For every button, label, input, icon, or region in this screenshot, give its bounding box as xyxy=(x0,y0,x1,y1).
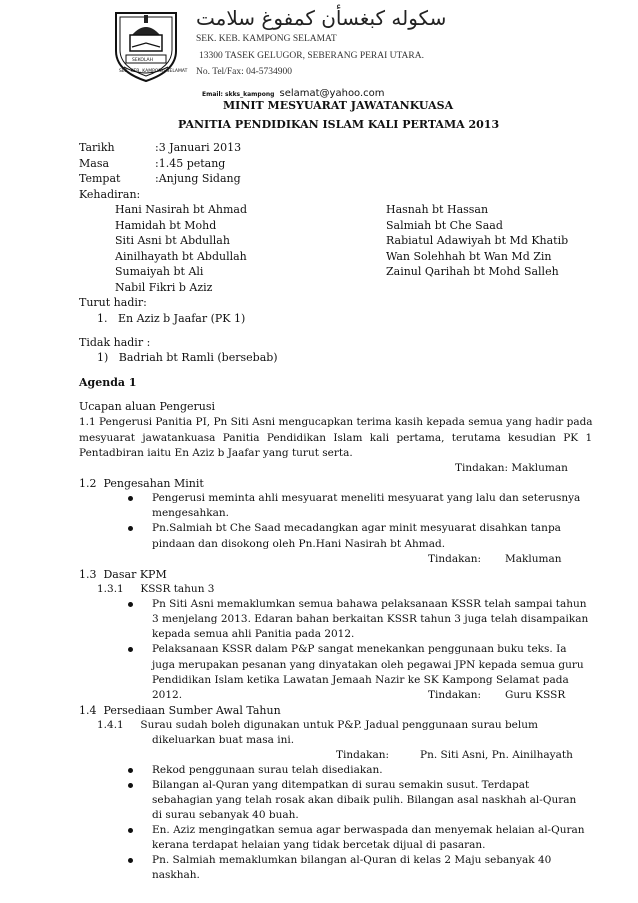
attendee: Salmiah bt Che Saad xyxy=(386,219,503,232)
paragraph-line: Pentadbiran iaitu En Aziz b Jaafar yang turut serta. xyxy=(79,447,353,459)
bullet-icon xyxy=(128,647,133,652)
section-heading: 1.3 Dasar KPM xyxy=(79,568,167,581)
meta-value-place: :Anjung Sidang xyxy=(155,172,241,185)
subsection-heading: 1.4.1 Surau sudah boleh digunakan untuk P&P. Jadual penggunaan surau belum xyxy=(97,719,538,731)
page-title-line-1: MINIT MESYUARAT JAWATANKUASA xyxy=(223,99,454,112)
attendee: Wan Solehhah bt Wan Md Zin xyxy=(386,250,552,263)
bullet-text: Pengerusi meminta ahli mesyuarat meneliti mesyuarat yang lalu dan seterusnya xyxy=(152,492,581,504)
bullet-icon xyxy=(128,602,133,607)
meta-label-date: Tarikh xyxy=(79,141,115,154)
tindakan-label: Tindakan: xyxy=(428,553,482,565)
bullet-text: Pn.Salmiah bt Che Saad mecadangkan agar minit mesyuarat disahkan tanpa xyxy=(152,522,561,534)
bullet-text: mengesahkan. xyxy=(152,507,230,519)
meta-value-time: :1.45 petang xyxy=(155,157,226,170)
tindakan-value: Pn. Siti Asni, Pn. Ainilhayath xyxy=(420,749,573,761)
meta-label-place: Tempat xyxy=(79,172,121,185)
bullet-text: Pn. Salmiah memaklumkan bilangan al-Quran di kelas 2 Maju sebanyak 40 xyxy=(152,854,552,866)
bullet-text: kerana terdapat helaian yang tidak bercetak dijual di pasaran. xyxy=(152,839,486,851)
paragraph-line: mesyuarat jawatankuasa Panitia Pendidikan Islam kali pertama, terutama kesudian PK 1 xyxy=(79,432,593,444)
bullet-text: 3 menjelang 2013. Edaran bahan berkaitan KSSR tahun 3 juga telah disampaikan xyxy=(152,613,589,625)
school-phone: No. Tel/Fax: 04-5734900 xyxy=(196,67,293,77)
bullet-text: juga merupakan pesanan yang dinyatakan oleh pegawai JPN kepada semua guru xyxy=(152,659,584,671)
attendee: Rabiatul Adawiyah bt Md Khatib xyxy=(386,234,569,247)
bullet-text: naskhah. xyxy=(152,869,200,881)
tindakan-value: Makluman xyxy=(505,553,562,565)
logo-top-text: SEKOLAH xyxy=(132,58,154,63)
turut-hadir-item: 1. En Aziz b Jaafar (PK 1) xyxy=(97,312,246,325)
meta-label-time: Masa xyxy=(79,157,110,170)
tindakan-value: Guru KSSR xyxy=(505,689,566,701)
bullet-text: En. Aziz mengingatkan semua agar berwaspada dan menyemak helaian al-Quran xyxy=(152,824,585,836)
logo-bottom-text: SEK. KEB. KAMPONG SELAMAT xyxy=(119,69,188,74)
subsection-text: dikeluarkan buat masa ini. xyxy=(152,734,295,746)
bullet-text: Pelaksanaan KSSR dalam P&P sangat menekankan penggunaan buku teks. Ia xyxy=(152,643,567,655)
turut-hadir-heading: Turut hadir: xyxy=(79,296,147,309)
bullet-icon xyxy=(128,496,133,501)
bullet-text: Pendidikan Islam ketika Lawatan Jemaah Nazir ke SK Kampong Selamat pada xyxy=(152,674,569,686)
subsection-heading: 1.3.1 KSSR tahun 3 xyxy=(97,583,215,595)
agenda-heading: Agenda 1 xyxy=(79,376,137,389)
paragraph-line: 1.1 Pengerusi Panitia PI, Pn Siti Asni mengucapkan terima kasih kepada semua yang hadir pada xyxy=(79,416,593,428)
tidak-hadir-heading: Tidak hadir : xyxy=(79,336,151,349)
attendee: Hasnah bt Hassan xyxy=(386,203,489,216)
attendee: Siti Asni bt Abdullah xyxy=(115,234,230,247)
section-heading: 1.4 Persediaan Sumber Awal Tahun xyxy=(79,704,281,717)
bullet-icon xyxy=(128,858,133,863)
attendee: Ainilhayath bt Abdullah xyxy=(115,250,247,263)
bullet-text: kepada semua ahli Panitia pada 2012. xyxy=(152,628,355,640)
bullet-text: Rekod penggunaan surau telah disediakan. xyxy=(152,764,383,776)
bullet-icon xyxy=(128,783,133,788)
bullet-text: di surau sebanyak 40 buah. xyxy=(152,809,299,821)
bullet-text: Pn Siti Asni memaklumkan semua bahawa pelaksanaan KSSR telah sampai tahun xyxy=(152,598,587,610)
tindakan-label: Tindakan: Makluman xyxy=(455,462,568,474)
tidak-hadir-item: 1) Badriah bt Ramli (bersebab) xyxy=(97,351,278,364)
attendee: Hamidah bt Mohd xyxy=(115,219,217,232)
bullet-icon xyxy=(128,768,133,773)
bullet-text: pindaan dan disokong oleh Pn.Hani Nasirah bt Ahmad. xyxy=(152,538,446,550)
bullet-text: 2012. xyxy=(152,689,183,701)
attendee: Sumaiyah bt Ali xyxy=(115,265,204,278)
page-title-line-2: PANITIA PENDIDIKAN ISLAM KALI PERTAMA 2013 xyxy=(178,118,500,131)
email-label: Email: skks_kampong xyxy=(202,91,275,98)
attendee: Zainul Qarihah bt Mohd Salleh xyxy=(386,265,559,278)
section-heading: Ucapan aluan Pengerusi xyxy=(79,400,216,413)
bullet-icon xyxy=(128,828,133,833)
school-name: SEK. KEB. KAMPONG SELAMAT xyxy=(196,34,337,44)
bullet-text: sebahagian yang telah rosak akan dibaik pulih. Bilangan asal naskhah al-Quran xyxy=(152,794,577,806)
tindakan-label: Tindakan: xyxy=(428,689,482,701)
school-email xyxy=(202,83,385,99)
school-name-jawi: سكوله كبغسأن كمفوغ سلامت xyxy=(196,6,447,30)
section-heading: 1.2 Pengesahan Minit xyxy=(79,477,204,490)
bullet-text: Bilangan al-Quran yang ditempatkan di surau semakin susut. Terdapat xyxy=(152,779,530,791)
bullet-icon xyxy=(128,526,133,531)
attendee: Hani Nasirah bt Ahmad xyxy=(115,203,248,216)
email-value: selamat@yahoo.com xyxy=(279,88,385,99)
attendance-heading: Kehadiran: xyxy=(79,188,141,201)
attendee: Nabil Fikri b Aziz xyxy=(115,281,213,294)
meta-value-date: :3 Januari 2013 xyxy=(155,141,242,154)
school-address: 13300 TASEK GELUGOR, SEBERANG PERAI UTARA. xyxy=(199,51,424,61)
tindakan-label: Tindakan: xyxy=(336,749,390,761)
